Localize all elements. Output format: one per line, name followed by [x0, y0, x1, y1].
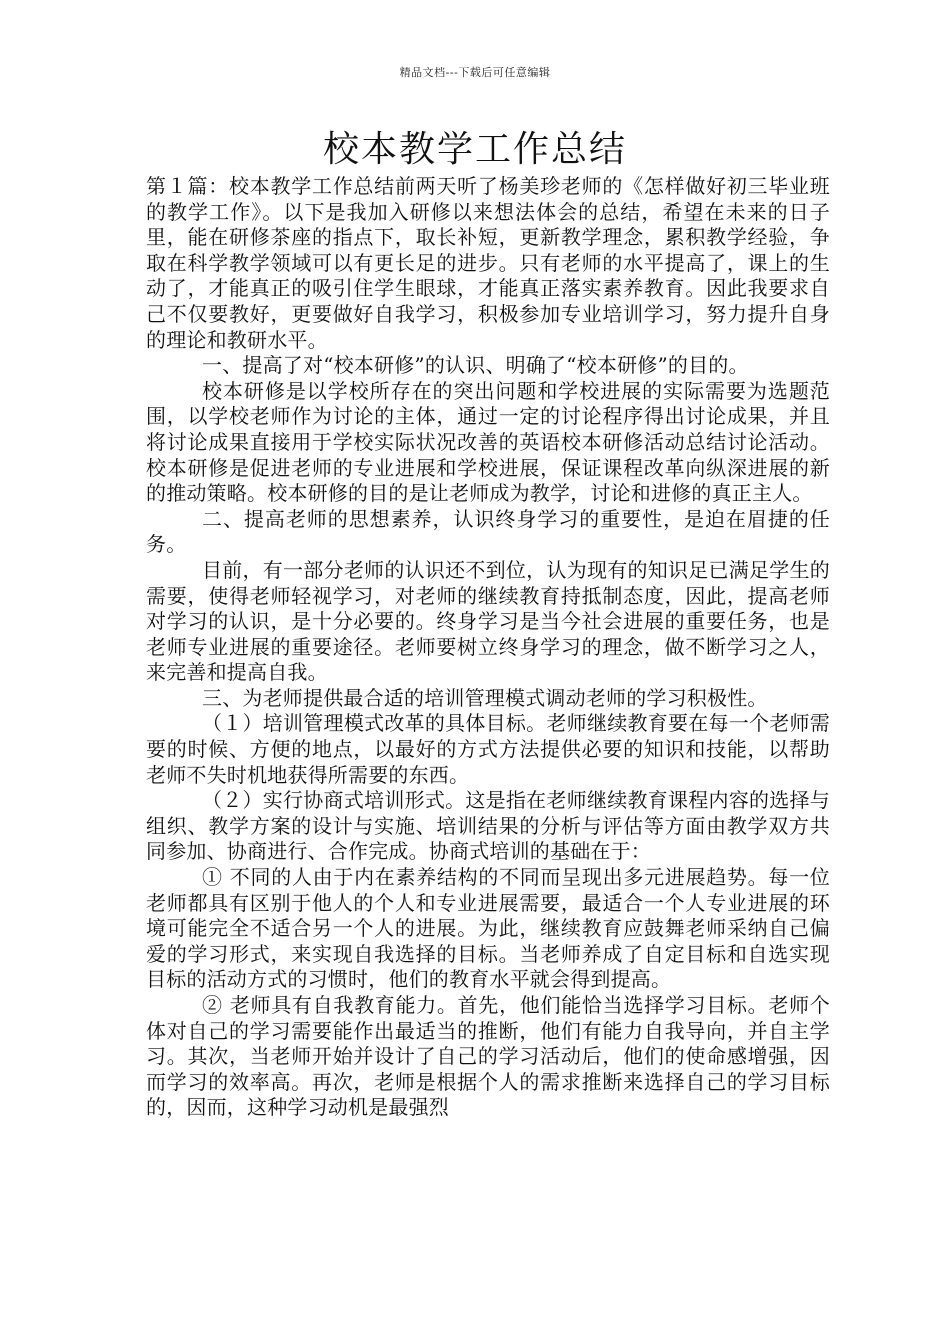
paragraph-point-1: ① 不同的人由于内在素养结构的不同而呈现出多元进展趋势。每一位老师都具有区别于他人的个人和专业进展需要，最适合一个人专业进展的环境可能完全不适合另一个人的进展。为此，继续教育应鼓舞老师采纳自己偏爱的学习形式，来实现自我选择的目标。当老师养成了自定目标和自选实现目标的活动方式的习惯时，他们的教育水平就会得到提高。	[146, 865, 830, 992]
paragraph-intro: 第１篇：校本教学工作总结前两天听了杨美珍老师的《怎样做好初三毕业班的教学工作》。以下是我加入研修以来想法体会的总结，希望在未来的日子里，能在研修茶座的指点下，取长补短，更新教学理念，累积教学经验，争取在科学教学领域可以有更长足的进步。只有老师的水平提高了，课上的生动了，才能真正的吸引住学生眼球，才能真正落实素养教育。因此我要求自己不仅要教好，更要做好自我学习，积极参加专业培训学习，努力提升自身的理论和教研水平。	[146, 174, 830, 352]
paragraph-section-2: 目前，有一部分老师的认识还不到位，认为现有的知识足已满足学生的需要，使得老师轻视学习，对老师的继续教育持抵制态度，因此，提高老师对学习的认识，是十分必要的。终身学习是当今社会进展的重要任务，也是老师专业进展的重要途径。老师要树立终身学习的理念，做不断学习之人，来完善和提高自我。	[146, 557, 830, 685]
paragraph-item-2: （２）实行协商式培训形式。这是指在老师继续教育课程内容的选择与组织、教学方案的设计与实施、培训结果的分析与评估等方面由教学双方共同参加、协商进行、合作完成。协商式培训的基础在于：	[146, 788, 830, 864]
paragraph-point-2: ② 老师具有自我教育能力。首先，他们能恰当选择学习目标。老师个体对自己的学习需要能作出最适当的推断，他们有能力自我导向，并自主学习。其次，当老师开始并设计了自己的学习活动后，他们的使命感增强，因而学习的效率高。再次，老师是根据个人的需求推断来选择自己的学习目标的，因而，这种学习动机是最强烈	[146, 993, 830, 1120]
document-body	[146, 174, 830, 1121]
section-heading-2: 二、提高老师的思想素养，认识终身学习的重要性，是迫在眉捷的任务。	[146, 506, 830, 557]
section-heading-3: 三、为老师提供最合适的培训管理模式调动老师的学习积极性。	[202, 685, 768, 710]
document-title: 校本教学工作总结	[322, 129, 627, 170]
paragraph-section-1: 校本研修是以学校所存在的突出问题和学校进展的实际需要为选题范围，以学校老师作为讨论的主体，通过一定的讨论程序得出讨论成果，并且将讨论成果直接用于学校实际状况改善的英语校本研修活动总结讨论活动。校本研修是促进老师的专业进展和学校进展，保证课程改革向纵深进展的新的推动策略。校本研修的目的是让老师成为教学，讨论和进修的真正主人。	[146, 378, 830, 506]
header-note: 精品文档---下载后可任意编辑	[399, 66, 551, 79]
section-heading-1: 一、提高了对“校本研修”的认识、明确了“校本研修”的目的。	[202, 353, 749, 378]
paragraph-item-1: （１）培训管理模式改革的具体目标。老师继续教育要在每一个老师需要的时候、方便的地点，以最好的方式方法提供必要的知识和技能，以帮助老师不失时机地获得所需要的东西。	[146, 711, 830, 787]
